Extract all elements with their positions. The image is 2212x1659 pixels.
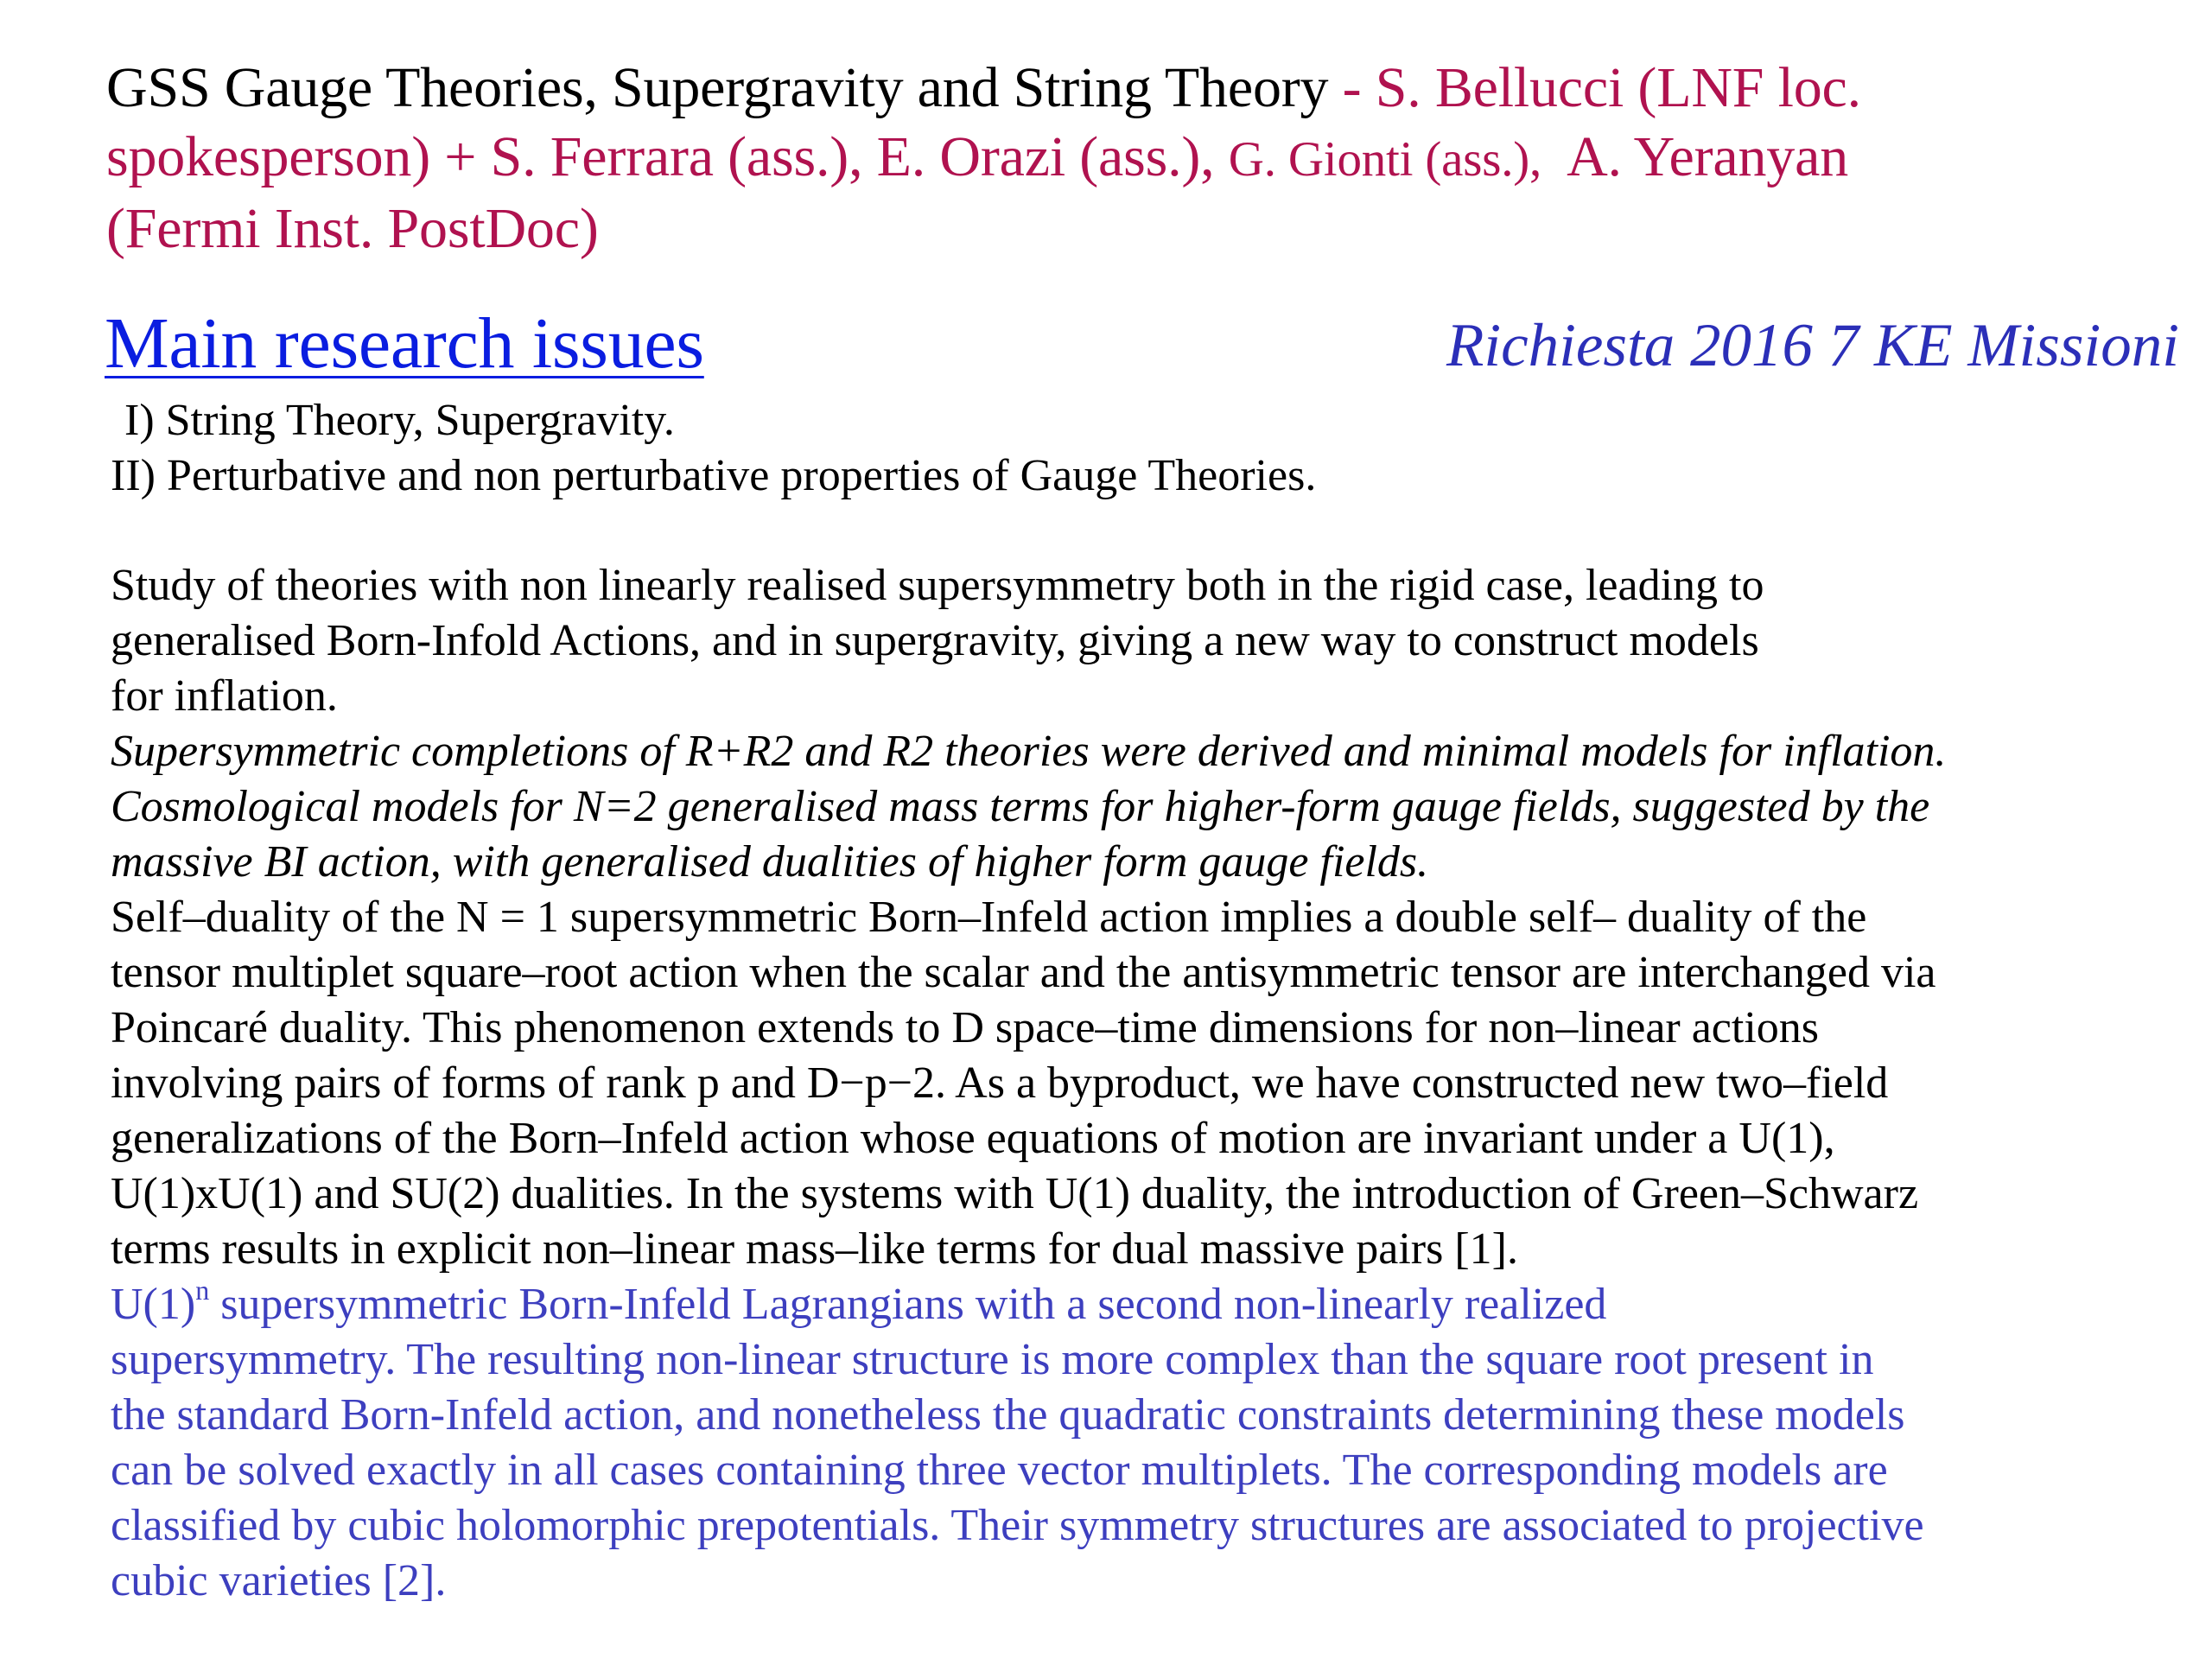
text-line: cubic varieties [2]. (111, 1556, 447, 1605)
body-text (111, 558, 2184, 1609)
paragraph-study (111, 558, 2184, 724)
issues-list (111, 393, 1316, 504)
paragraph-self-duality (111, 890, 2184, 1277)
text-line: Self–duality of the N = 1 supersymmetric Born–Infeld action implies a double self– duality of the (111, 893, 1867, 942)
text-line (111, 1274, 2184, 1332)
text-line: Study of theories with non linearly realised supersymmetry both in the rigid case, leading to (111, 561, 1764, 610)
text-line: U(1)xU(1) and SU(2) dualities. In the systems with U(1) duality, the introduction of Green–Schwarz (111, 1169, 1919, 1218)
u1-text: U(1) (111, 1280, 196, 1329)
group-title: GSS Gauge Theories, Supergravity and String Theory (106, 56, 1329, 119)
slide-header (106, 54, 2163, 264)
members-line-2b: A. Yeranyan (1541, 125, 1848, 188)
text-line: generalised Born-Infold Actions, and in supergravity, giving a new way to construct models (111, 616, 1759, 665)
text-line: the standard Born-Infeld action, and nonetheless the quadratic constraints determining these models (111, 1390, 1905, 1440)
issue-item: II) Perturbative and non perturbative properties of Gauge Theories. (111, 451, 1317, 500)
text-line: Cosmological models for N=2 generalised mass terms for higher-form gauge fields, suggested by the (111, 782, 1930, 831)
text-line: Supersymmetric completions of R+R2 and R2 theories were derived and minimal models for inflation. (111, 727, 1947, 776)
issue-item: I) String Theory, Supergravity. (124, 396, 675, 445)
members-line-3: (Fermi Inst. PostDoc) (106, 197, 599, 260)
text-line: involving pairs of forms of rank p and D−p−2. As a byproduct, we have constructed new two–field (111, 1058, 1889, 1108)
text-line: Poincaré duality. This phenomenon extends to D space–time dimensions for non–linear actions (111, 1003, 1820, 1052)
superscript-n: n (195, 1274, 210, 1306)
research-issues-link[interactable]: Main research issues (105, 303, 704, 384)
members-line-2-small: G. Gionti (ass.), (1228, 132, 1542, 187)
members-line-2a: spokesperson) + S. Ferrara (ass.), E. Orazi (ass.), (106, 125, 1229, 188)
text-line: for inflation. (111, 671, 338, 721)
text-line: classified by cubic holomorphic prepotentials. Their symmetry structures are associated to projective (111, 1501, 1924, 1550)
text-line: massive BI action, with generalised dualities of higher form gauge fields. (111, 837, 1429, 887)
paragraph-supersymmetric-completions (111, 724, 2184, 890)
text-rest: supersymmetric Born-Infeld Lagrangians with a second non-linearly realized (209, 1280, 1607, 1329)
text-line: terms results in explicit non–linear mass–like terms for dual massive pairs [1]. (111, 1224, 1518, 1274)
text-line: can be solved exactly in all cases containing three vector multiplets. The corresponding models are (111, 1446, 1888, 1495)
request-label: Richiesta 2016 7 KE Missioni (1446, 312, 2179, 379)
paragraph-born-infeld-lagrangians (111, 1274, 2184, 1609)
text-line: supersymmetry. The resulting non-linear structure is more complex than the square root present in (111, 1335, 1874, 1384)
members-line-1: - S. Bellucci (LNF loc. (1328, 56, 1861, 119)
text-line: tensor multiplet square–root action when the scalar and the antisymmetric tensor are interchanged via (111, 948, 1936, 997)
text-line: generalizations of the Born–Infeld action whose equations of motion are invariant under a U(1), (111, 1114, 1835, 1163)
